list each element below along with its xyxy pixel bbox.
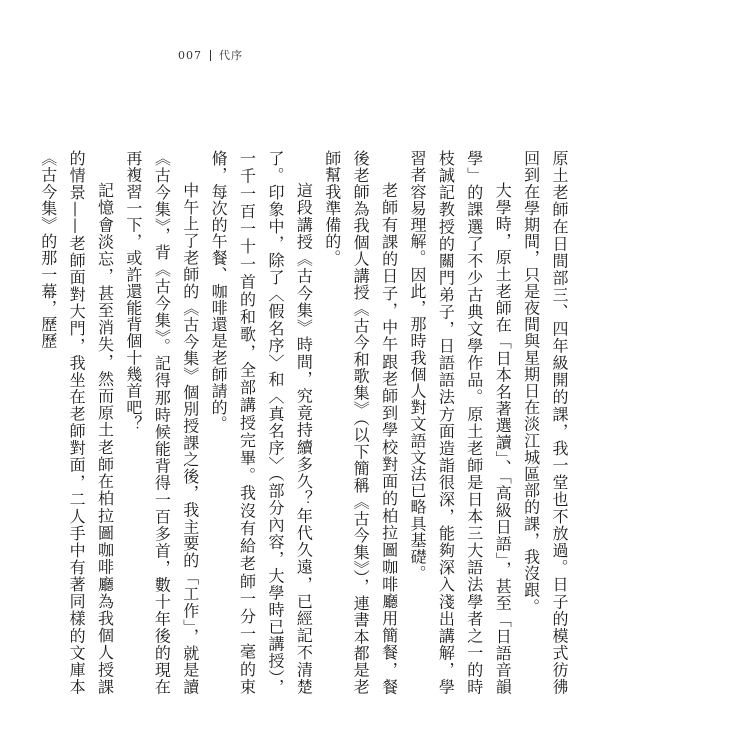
body-text	[33, 150, 573, 695]
header-divider	[210, 50, 211, 61]
paragraph-3: 老師有課的日子，中午跟老師到學校對面的柏拉圖咖啡廳用簡餐，餐後老師為我個人講授《古今和歌集》（以下簡稱《古今集》），連書本都是老師幫我準備的。	[322, 150, 399, 695]
running-header	[178, 47, 243, 63]
section-title: 代序	[219, 49, 243, 62]
paragraph-5: 中午上了老師的《古今集》個別授課之後，我主要的「工作」，就是讀《古今集》，背《古今集》。記得那時候能背得一百多首，數十年後的現在再複習一下，或許還能背個十幾首吧？	[123, 150, 200, 695]
paragraph-6: 記憶會淡忘，甚至消失，然而原土老師在柏拉圖咖啡廳為我個人授課的情景——老師面對大門，我坐在老師對面，二人手中有著同樣的文庫本《古今集》的那一幕，歷歷	[38, 150, 115, 695]
paragraph-1: 原土老師在日間部三、四年級開的課，我一堂也不放過。日子的模式彷彿回到在學期間，只是夜間與星期日在淡江城區部的課，我沒跟。	[521, 150, 569, 695]
paragraph-2: 大學時，原土老師在「日本名著選讀」、「高級日語」，甚至「日語音韻學」的課選了不少古典文學作品。原土老師是日本三大語法學者之一的時枝誠記教授的關門弟子，日語語法方面造詣很深，能夠深入淺出講解，學習者容易理解。因此，那時我個人對文語文法已略具基礎。	[407, 150, 513, 695]
page-number: 007	[178, 48, 202, 62]
paragraph-4: 這段講授《古今集》時間，究竟持續多久？年代久遠，已經記不清楚了。印象中，除了〈假名序〉和〈真名序〉（部分內容，大學時已講授），一千一百一十一首的和歌，全部講授完畢。我沒有給老師一分一毫的束脩，每次的午餐、咖啡還是老師請的。	[209, 150, 314, 695]
